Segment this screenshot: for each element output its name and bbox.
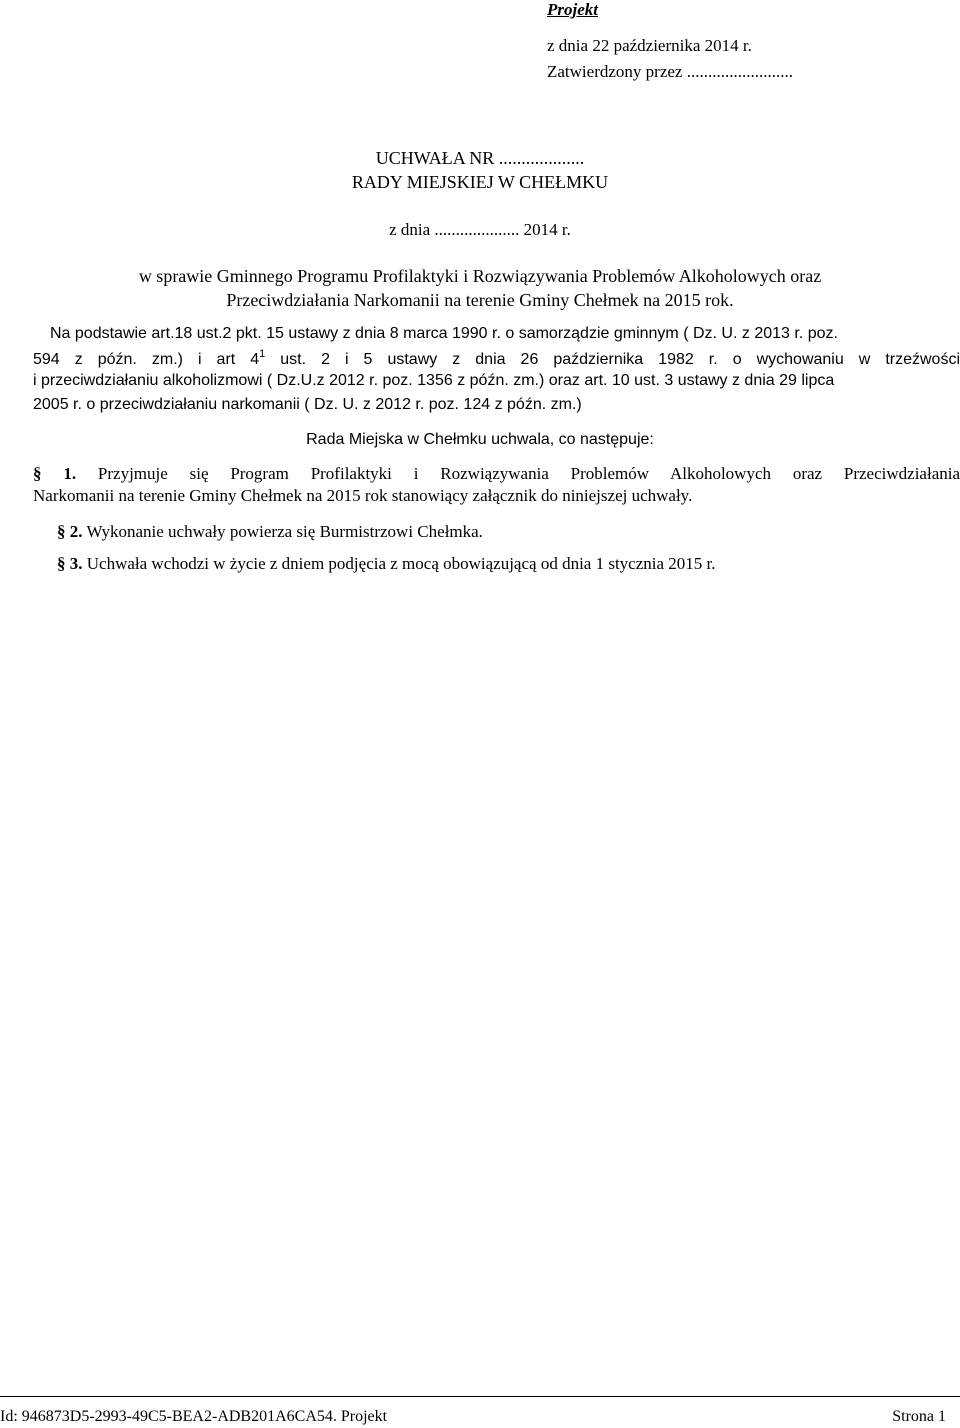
footer-divider: [0, 1396, 960, 1397]
paragraph-2-text: Wykonanie uchwały powierza się Burmistrzowi Chełmka.: [86, 522, 483, 541]
council-resolves: Rada Miejska w Chełmku uchwala, co następuje:: [306, 431, 654, 448]
legal-basis-line-1: Na podstawie art.18 ust.2 pkt. 15 ustawy z dnia 8 marca 1990 r. o samorządzie gminnym ( Dz. U. z 2013 r. poz.: [50, 325, 838, 342]
paragraph-3-mark: § 3.: [57, 554, 83, 573]
document-date: z dnia 22 października 2014 r.: [547, 36, 752, 55]
footer-document-id: Id: 946873D5-2993-49C5-BEA2-ADB201A6CA54. Projekt: [0, 1408, 388, 1425]
paragraph-2-mark: § 2.: [57, 522, 83, 541]
paragraph-3-text: Uchwała wchodzi w życie z dniem podjęcia z mocą obowiązującą od dnia 1 stycznia 2015 r.: [86, 554, 716, 573]
document-status: Projekt: [547, 0, 598, 19]
paragraph-1: [33, 462, 960, 486]
subject-line-2: Przeciwdziałania Narkomanii na terenie Gminy Chełmek na 2015 rok.: [226, 290, 734, 310]
paragraph-1-mark: § 1.: [33, 464, 77, 483]
subject-line-1: w sprawie Gminnego Programu Profilaktyki i Rozwiązywania Problemów Alkoholowych oraz: [138, 266, 822, 286]
legal-basis-line-2: 594 z późn. zm.) i art $4^1$ ust. 2 i 5 ustawy z dnia 26 października 1982 r. o wychowaniu w trzeźwości: [33, 348, 960, 368]
council-name: RADY MIEJSKIEJ W CHEŁMKU: [351, 172, 609, 192]
paragraph-1-text-2: Narkomanii na terenie Gminy Chełmek na 2015 rok stanowiący załącznik do niniejszej uchwały.: [33, 486, 693, 505]
legal-basis-line-4: 2005 r. o przeciwdziałaniu narkomanii ( Dz. U. z 2012 r. poz. 124 z późn. zm.): [33, 396, 582, 413]
approved-by: Zatwierdzony przez .........................: [547, 62, 793, 81]
paragraph-3: [57, 554, 716, 574]
paragraph-1-text-1: Przyjmuje się Program Profilaktyki i Rozwiązywania Problemów Alkoholowych oraz Przeciwdziałania: [97, 464, 960, 483]
resolution-number: UCHWAŁA NR ...................: [375, 148, 585, 168]
paragraph-2: [57, 522, 483, 542]
legal-basis-line-3: i przeciwdziałaniu alkoholizmowi ( Dz.U.z 2012 r. poz. 1356 z późn. zm.) oraz art. 10 ust. 3 ustawy z dnia 29 lipca: [33, 372, 835, 389]
resolution-date: z dnia .................... 2014 r.: [389, 220, 571, 239]
footer-page-number: Strona 1: [892, 1408, 946, 1425]
